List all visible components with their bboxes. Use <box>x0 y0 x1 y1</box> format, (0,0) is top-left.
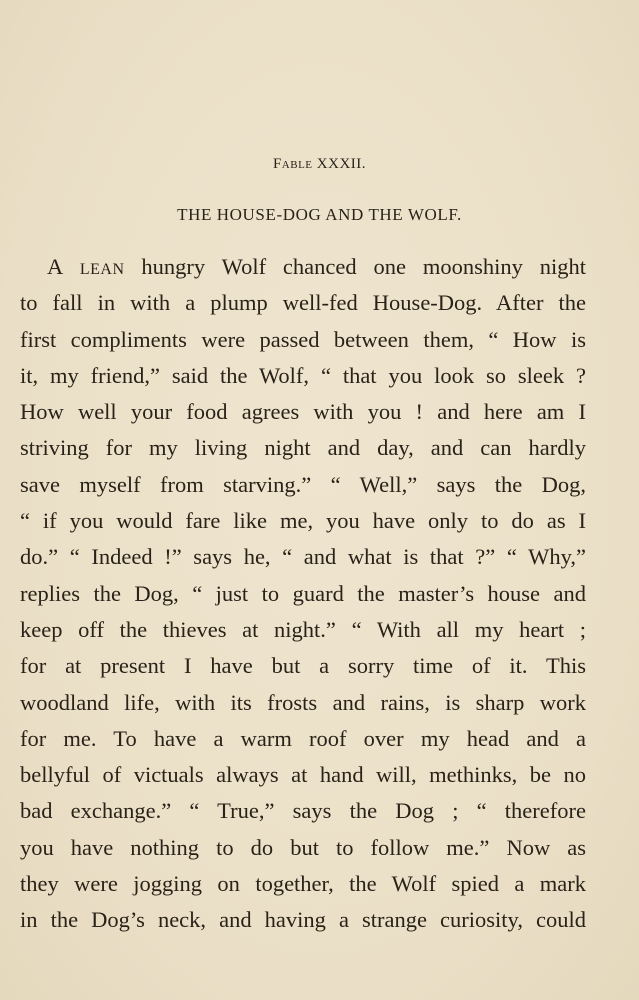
text-line: do.” “ Indeed !” says he, “ and what is that ?” “ Why,” <box>20 544 586 570</box>
text-line: in the Dog’s neck, and having a strange curiosity, could <box>20 907 586 933</box>
text-line: keep off the thieves at night.” “ With all my heart ; <box>20 616 586 642</box>
text-line: for me. To have a warm roof over my head and a <box>20 725 586 751</box>
text-line: you have nothing to do but to follow me.” Now as <box>20 834 586 860</box>
text-line: “ if you would fare like me, you have only to do as I <box>20 508 586 534</box>
text-line: replies the Dog, “ just to guard the master’s house and <box>20 580 586 606</box>
text-line: for at present I have but a sorry time of it. This <box>20 653 586 679</box>
fable-title: THE HOUSE-DOG AND THE WOLF. <box>177 205 462 224</box>
text-line: it, my friend,” said the Wolf, “ that you look so sleek ? <box>20 362 586 388</box>
text-line: bellyful of victuals always at hand will, methinks, be no <box>20 762 586 788</box>
text-line: bad exchange.” “ True,” says the Dog ; “ therefore <box>20 798 586 824</box>
text-line: first compliments were passed between them, “ How is <box>20 326 586 352</box>
text-line <box>20 249 586 285</box>
lead-word: A lean <box>47 254 125 279</box>
text-line: striving for my living night and day, and can hardly <box>20 435 586 461</box>
text-line: to fall in with a plump well-fed House-Dog. After the <box>20 290 586 316</box>
fable-body <box>20 249 586 939</box>
fable-number: Fable XXXII. <box>272 156 367 172</box>
text-line: How well your food agrees with you ! and here am I <box>20 399 586 425</box>
text-line-content: hungry Wolf chanced one moonshiny night <box>124 254 586 279</box>
text-line: they were jogging on together, the Wolf spied a mark <box>20 871 586 897</box>
text-line: woodland life, with its frosts and rains, is sharp work <box>20 689 586 715</box>
text-line: save myself from starving.” “ Well,” says the Dog, <box>20 471 586 497</box>
